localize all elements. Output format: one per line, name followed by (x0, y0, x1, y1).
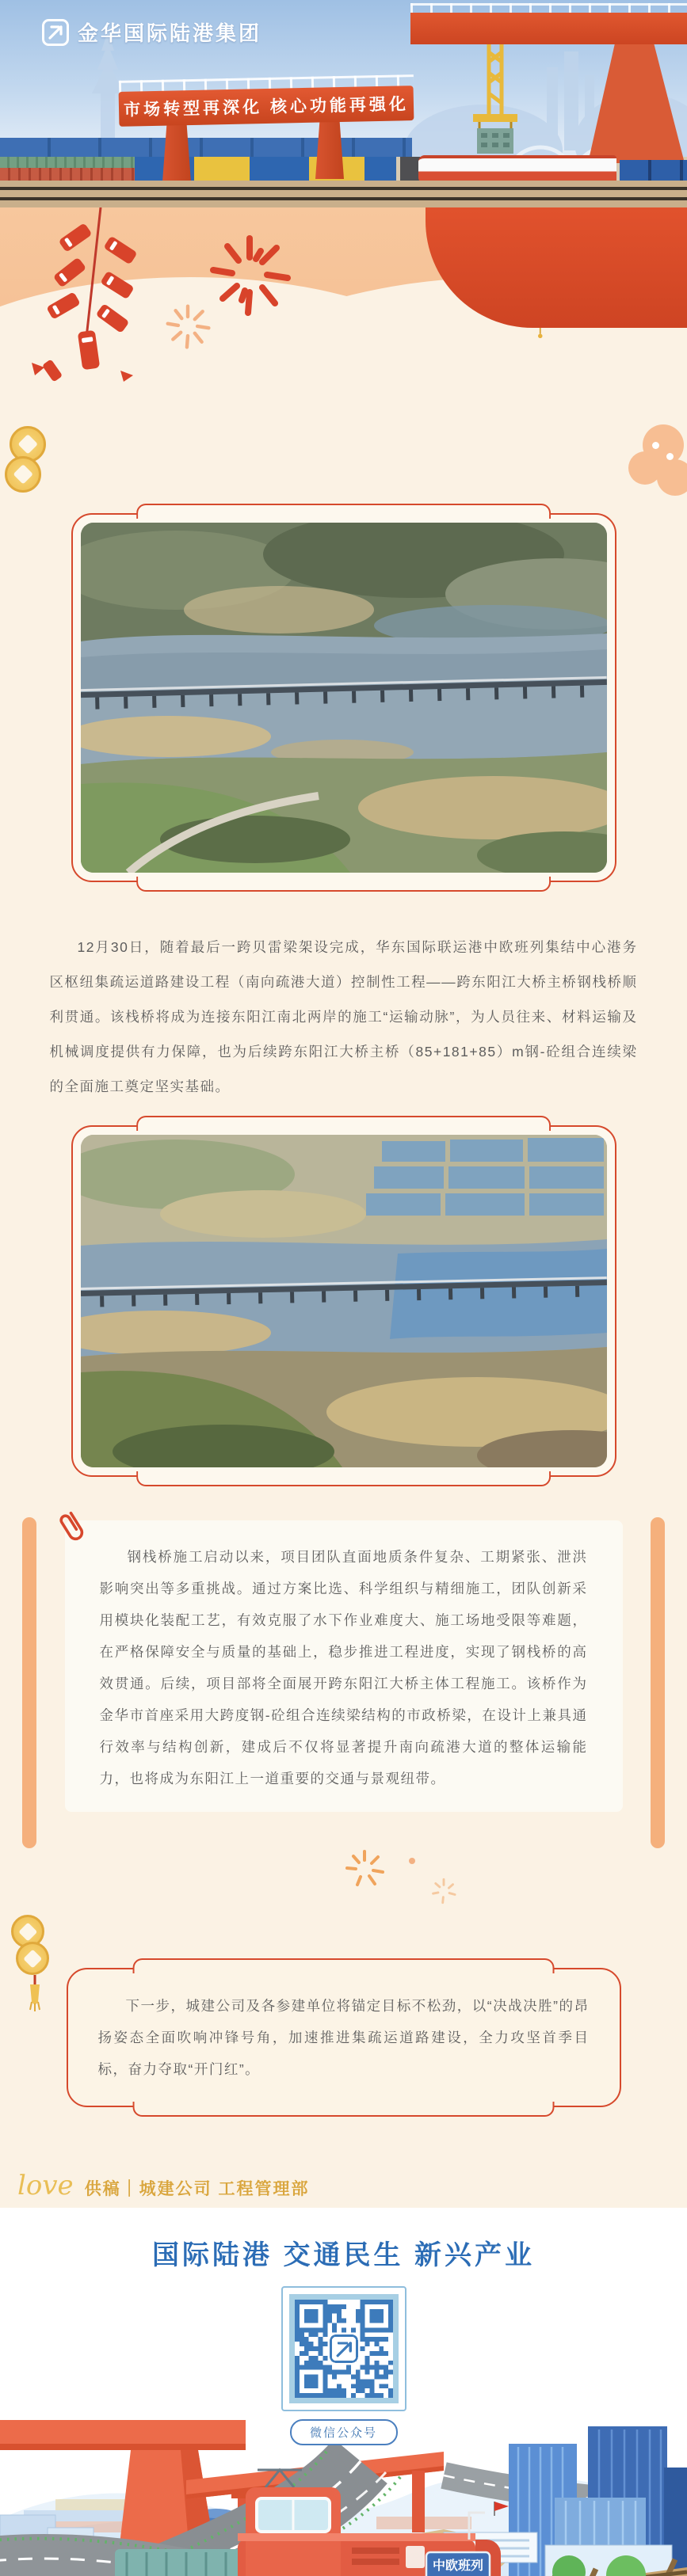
article-photo-2[interactable] (81, 1135, 607, 1467)
frame-ornament (132, 2102, 555, 2117)
divider-decor (0, 1845, 687, 1958)
love-script: love (17, 2170, 74, 2201)
train-banner-text: 中欧班列 (432, 2559, 484, 2573)
container-stack-red (0, 168, 135, 181)
credit-section (0, 2172, 687, 2208)
article-photo-1[interactable] (81, 523, 607, 873)
side-strip (22, 1517, 36, 1848)
train-wagons (620, 160, 687, 181)
card-section (0, 1520, 687, 1845)
photo-section-2 (0, 1125, 687, 1509)
paragraph-section-1 (0, 909, 687, 1111)
brand-logo (41, 17, 261, 47)
header-illustration (0, 0, 687, 207)
logo-icon (41, 18, 70, 47)
frame-ornament (136, 504, 552, 519)
footer-slogan: 国际陆港 交通民生 新兴产业 (152, 2240, 535, 2270)
gantry-crane-icon (456, 41, 543, 160)
footer (0, 2208, 687, 2576)
paperclip-icon (52, 1506, 94, 1547)
frame-ornament (136, 1116, 552, 1131)
quote-section (0, 1968, 687, 2125)
decor-spacer (0, 388, 687, 507)
train-banner-sign (426, 2552, 490, 2576)
frame-ornament (132, 1958, 555, 1973)
spacer (0, 2125, 687, 2172)
container-stack-green (0, 157, 135, 168)
qr-center-logo (330, 2335, 357, 2361)
container-row (0, 138, 412, 157)
text-card (65, 1520, 623, 1812)
slogan-banner-text: 市场转型再深化 核心功能再强化 (123, 95, 410, 120)
frame-ornament (136, 877, 552, 892)
photo-frame (71, 513, 616, 882)
qr-code[interactable] (281, 2286, 406, 2411)
coin-string-icon (10, 426, 46, 493)
festive-decoration-band (0, 207, 687, 388)
qr-code-image[interactable] (295, 2300, 393, 2398)
bridge-pier (315, 117, 344, 179)
photo-frame (71, 1125, 616, 1477)
sparkle-icon (333, 1845, 507, 1916)
photo-section-1 (0, 513, 687, 909)
article-paragraph-3: 下一步，城建公司及各参建单位将锚定目标不松劲，以“决战决胜”的昂扬姿态全面吹响冲锋号角，加速推进集疏运道路建设，全力攻坚首季目标，奋力夺取“开门红”。 (97, 1998, 590, 2077)
article-paragraph-1: 12月30日，随着最后一跨贝雷梁架设完成，华东国际联运港中欧班列集结中心港务区枢纽集疏运道路建设工程（南向疏港大道）控制性工程——跨东阳江大桥主桥钢栈桥顺利贯通。该栈桥将成为连接东阳江南北两岸的施工“运输动脉”，为人员往来、材料运输及机械调度提供有力保障，也为后续跨东阳江大桥主桥（85+181+85）m钢-砼组合连续梁的全面施工奠定坚实基础。 (49, 939, 638, 1094)
credit-underline (85, 2176, 666, 2211)
railway-track (0, 181, 687, 207)
flower-icon (628, 424, 687, 504)
frame-ornament (136, 1471, 552, 1486)
bridge-deck-right (410, 13, 687, 44)
article-paragraph-2: 钢栈桥施工启动以来，项目团队直面地质条件复杂、工期紧张、泄洪影响突出等多重挑战。通过方案比选、科学组织与精细施工，团队创新采用模块化装配工艺，有效克服了水下作业难度大、施工场地受限等难题，在严格保障安全与质量的基础上，稳步推进工程进度，实现了钢栈桥的高效贯通。后续，项目部将全面展开跨东阳江大桥主体工程施工。该桥作为金华市首座采用大跨度钢-砼组合连续梁结构的市政桥梁，在设计上兼具通行效率与结构创新，建成后不仅将显著提升南向疏港大道的整体运输能力，也将成为东阳江上一道重要的交通与景观纽带。 (99, 1549, 588, 1786)
side-strip (651, 1517, 665, 1848)
qr-label: 微信公众号 (290, 2419, 398, 2445)
logo-text: 金华国际陆港集团 (78, 21, 262, 45)
credit-text: 供稿｜城建公司 工程管理部 (84, 2180, 310, 2198)
bridge-pier (162, 120, 191, 182)
train-locomotive (418, 155, 616, 184)
quote-frame (67, 1968, 621, 2107)
slogan-banner (119, 86, 414, 127)
